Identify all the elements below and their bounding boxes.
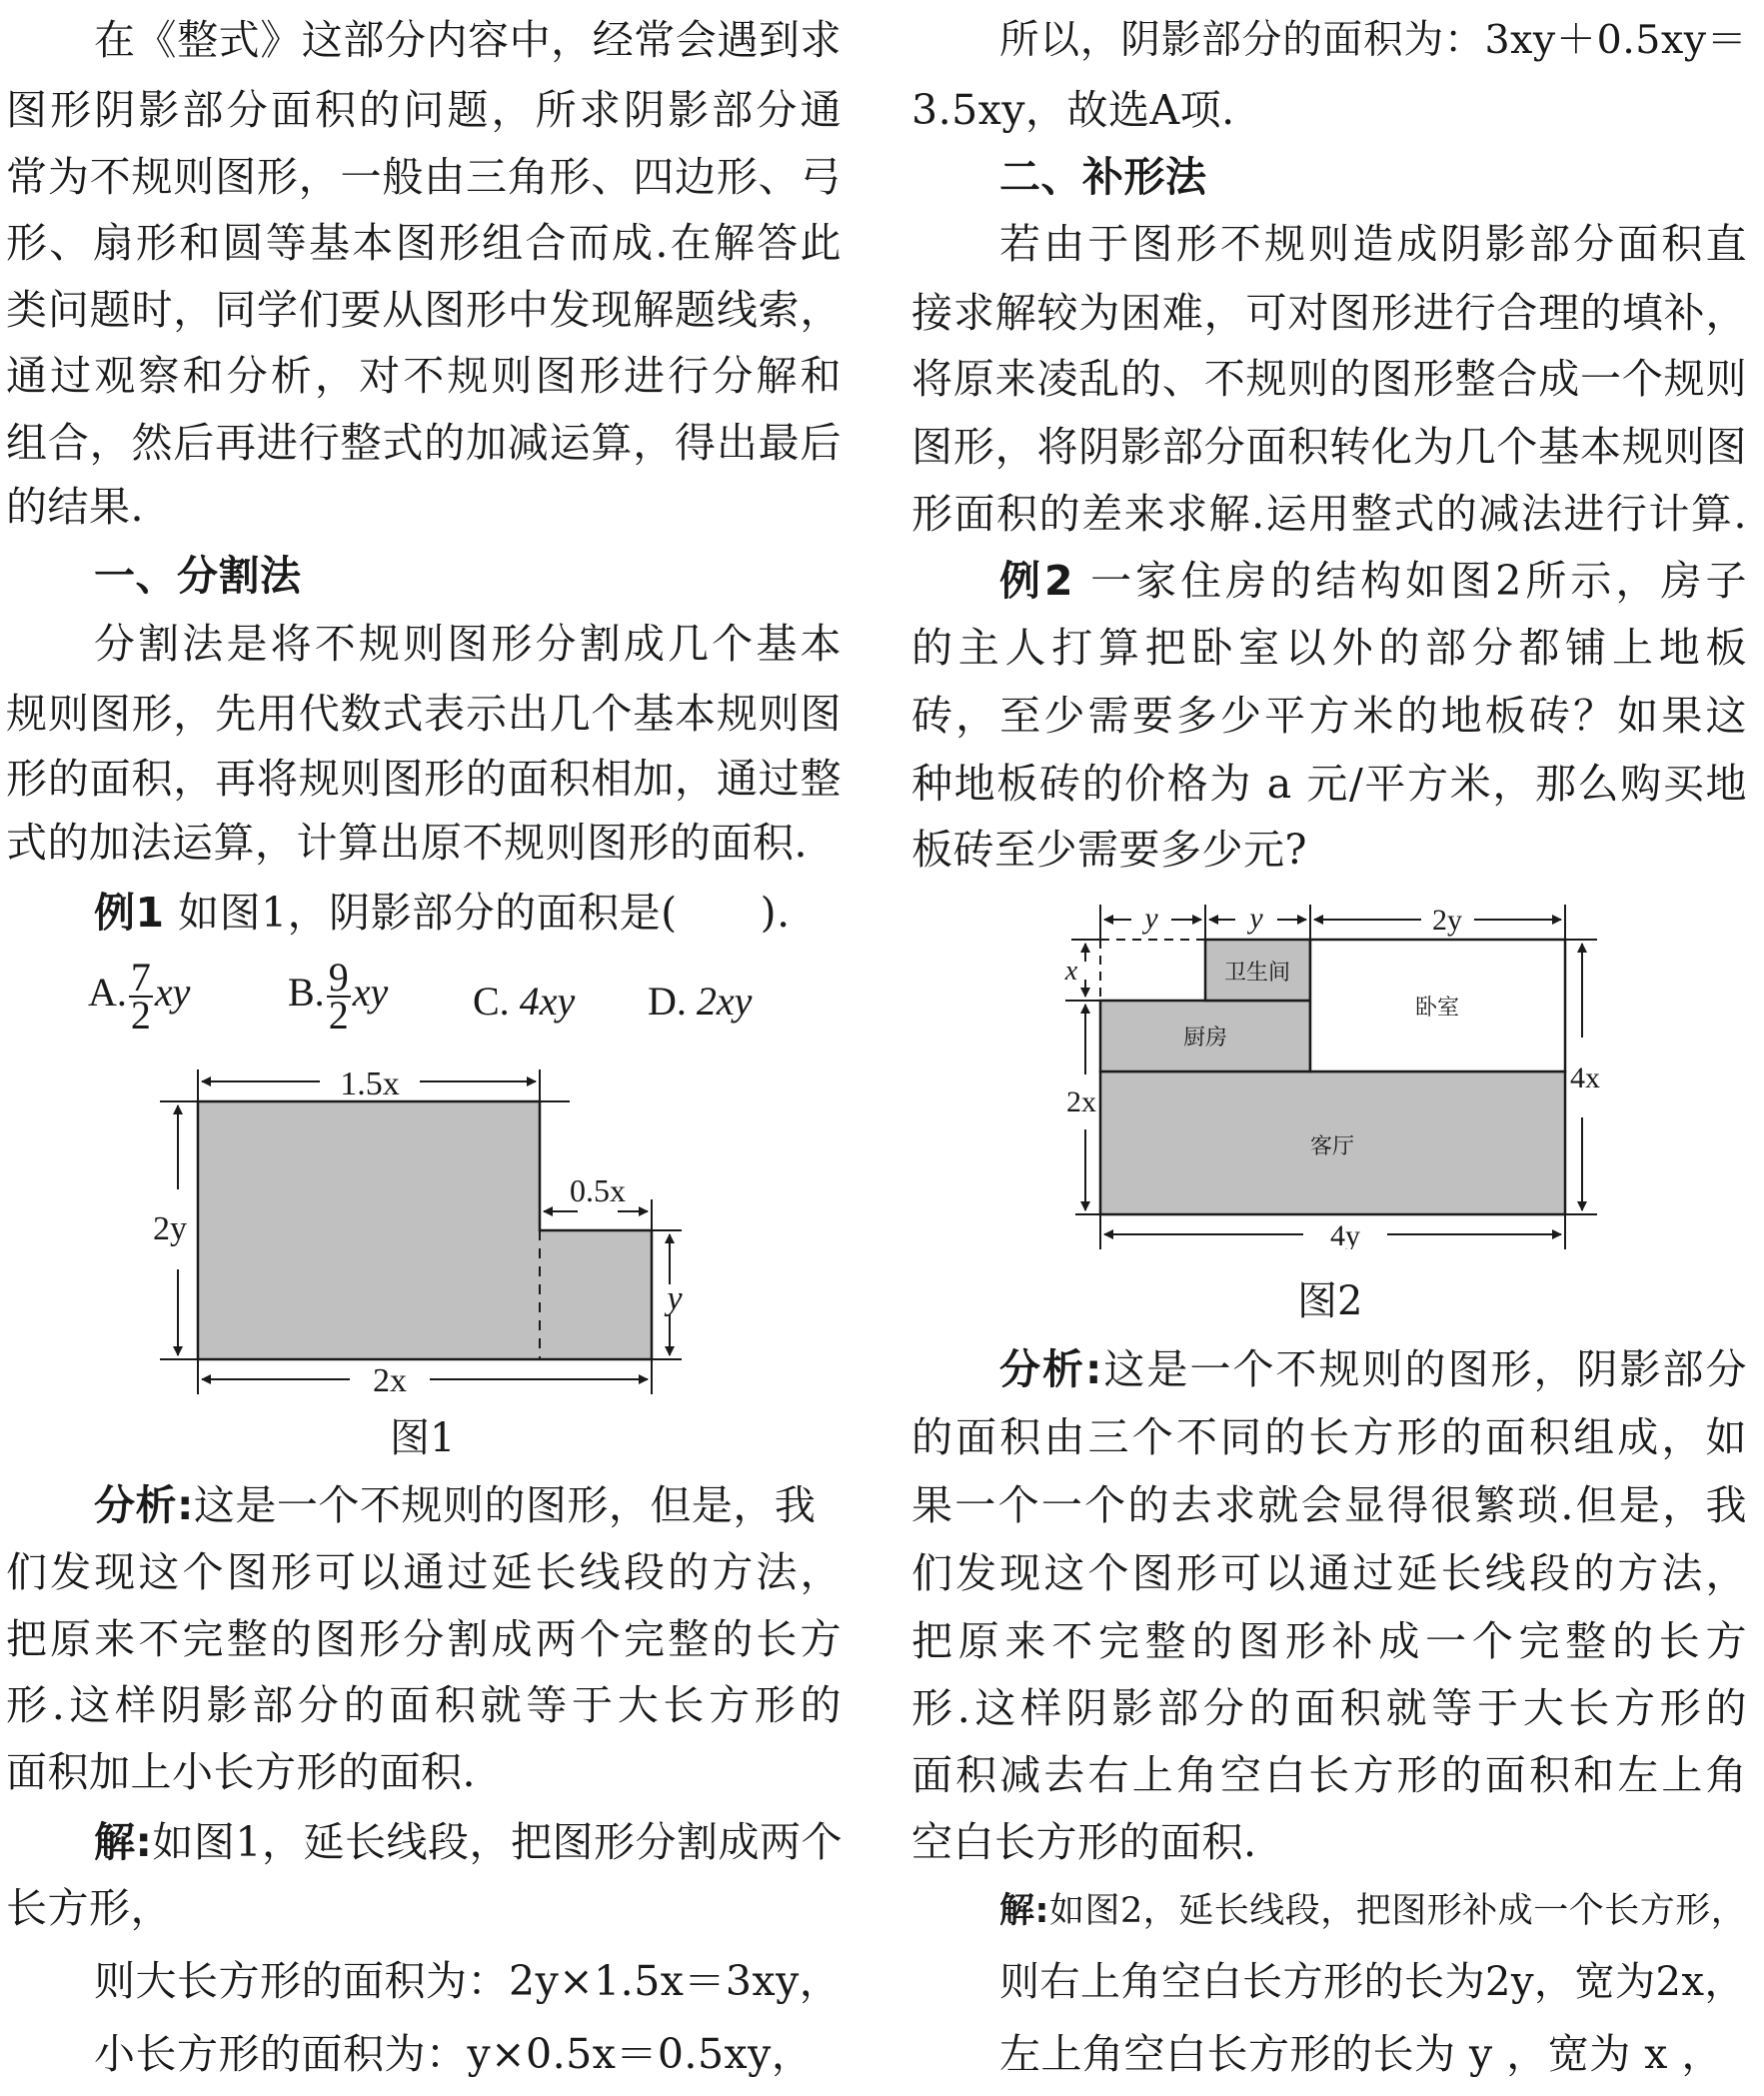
continuation-line: 3.5xy，故选A项. [911, 86, 1235, 134]
analysis-2-line: 果一个一个的去求就会显得很繁琐.但是，我 [911, 1481, 1747, 1529]
analysis-1-line [6, 1480, 842, 1530]
option-a [88, 955, 191, 1038]
label-bottom: 2x [373, 1362, 407, 1399]
figure-2 [1049, 890, 1609, 1249]
example2-line: 板砖至少需要多少元? [911, 826, 1307, 874]
label-right: y [667, 1280, 683, 1317]
solution-1-line [6, 1817, 842, 1867]
label-bottom: 4y [1330, 1219, 1360, 1249]
section1-line: 分割法是将不规则图形分割成几个基本 [94, 620, 842, 668]
solution-2-line: 则右上角空白长方形的长为2y，宽为2x， [999, 1959, 1746, 2005]
option-letter: C. [473, 979, 510, 1024]
analysis-1-line: 面积加上小长方形的面积. [6, 1748, 477, 1796]
label-left-big: 2x [1066, 1085, 1096, 1118]
numerator: 9 [328, 955, 349, 1000]
analysis-2-line: 的面积由三个不同的长方形的面积组成，如 [911, 1413, 1747, 1461]
example2-line: 种地板砖的价格为 a 元/平方米，那么购买地 [911, 760, 1747, 808]
intro-line: 形、扇形和圆等基本图形组合而成.在解答此 [6, 219, 842, 267]
label-top3: 2y [1432, 904, 1462, 937]
section2-line: 接求解较为困难，可对图形进行合理的填补， [911, 289, 1747, 337]
section2-line: 形面积的差来求解.运用整式的减法进行计算. [911, 490, 1747, 538]
room-label-living: 客厅 [1309, 1134, 1355, 1159]
analysis-2-line: 们发现这个图形可以通过延长线段的方法， [911, 1549, 1747, 1597]
label-top1: y [1144, 902, 1158, 935]
section2-line: 将原来凌乱的、不规则的图形整合成一个规则 [911, 355, 1747, 403]
solution-label: 解: [999, 1891, 1049, 1931]
example2-text: 一家住房的结构如图2所示，房子 [1090, 557, 1747, 605]
figure-1-caption: 图1 [390, 1415, 456, 1461]
solution-2-line [911, 1886, 1747, 1936]
solution-text: 如图1，延长线段，把图形分割成两个 [152, 1818, 843, 1866]
analysis-2-line [911, 1344, 1747, 1394]
section1-line: 形的面积，再将规则图形的面积相加，通过整 [6, 755, 842, 803]
solution-1-line: 小长方形的面积为：y×0.5x＝0.5xy， [94, 2030, 814, 2078]
room-label-bathroom: 卫生间 [1223, 961, 1291, 986]
solution-1-line: 长方形， [6, 1884, 172, 1932]
example2-line [911, 556, 1747, 606]
room-label-kitchen: 厨房 [1182, 1026, 1228, 1050]
option-value: 4xy [519, 979, 576, 1024]
section1-line: 式的加法运算，计算出原不规则图形的面积. [6, 819, 809, 867]
intro-line: 图形阴影部分面积的问题，所求阴影部分通 [6, 86, 842, 134]
intro-line: 组合，然后再进行整式的加减运算，得出最后 [6, 419, 842, 467]
analysis-label: 分析: [94, 1481, 194, 1529]
solution-1-line: 则大长方形的面积为：2y×1.5x＝3xy， [94, 1957, 842, 2005]
option-letter: A. [88, 970, 127, 1016]
figure-2-caption: 图2 [1297, 1278, 1363, 1324]
option-d [648, 978, 752, 1025]
intro-line: 类问题时，同学们要从图形中发现解题线索， [6, 286, 842, 334]
room-label-bedroom: 卧室 [1414, 996, 1460, 1021]
figure-1-diagram [130, 1040, 690, 1409]
example2-line: 砖，至少需要多少平方米的地板砖？如果这 [911, 692, 1747, 740]
label-left: 2y [153, 1210, 187, 1247]
intro-line: 常为不规则图形，一般由三角形、四边形、弓 [6, 153, 842, 201]
example1-label: 例1 [94, 889, 165, 937]
analysis-2-line: 把原来不完整的图形补成一个完整的长方 [911, 1617, 1747, 1665]
label-step: 0.5x [570, 1172, 626, 1208]
solution-2-line: 左上角空白长方形的长为 y ，宽为 x ， [999, 2030, 1723, 2078]
solution-text: 如图2，延长线段，把图形补成一个长方形， [1049, 1891, 1747, 1931]
analysis-label: 分析: [999, 1345, 1102, 1393]
option-letter: B. [288, 970, 325, 1016]
fraction [129, 955, 153, 1038]
intro-line: 的结果. [6, 483, 145, 531]
section2-line: 若由于图形不规则造成阴影部分面积直 [999, 220, 1747, 268]
example2-label: 例2 [999, 557, 1074, 605]
denominator: 2 [130, 993, 151, 1038]
shaded-region [198, 1101, 652, 1359]
option-value: 2xy [696, 979, 753, 1024]
analysis-2-line: 面积减去右上角空白长方形的面积和左上角 [911, 1751, 1747, 1799]
section1-line: 规则图形，先用代数式表示出几个基本规则图 [6, 690, 842, 738]
section-heading-split-method: 一、分割法 [94, 552, 302, 600]
option-term: xy [352, 970, 389, 1016]
analysis-text: 这是一个不规则的图形，但是，我 [193, 1481, 817, 1529]
label-top2: y [1249, 902, 1263, 935]
analysis-1-line: 形.这样阴影部分的面积就等于大长方形的 [6, 1681, 842, 1729]
option-c [473, 978, 575, 1025]
analysis-1-line: 们发现这个图形可以通过延长线段的方法， [6, 1548, 842, 1596]
numerator: 7 [130, 955, 151, 1000]
analysis-2-line: 形.这样阴影部分的面积就等于大长方形的 [911, 1684, 1747, 1732]
fraction [327, 955, 351, 1038]
figure-1 [130, 1040, 690, 1409]
analysis-text: 这是一个不规则的图形，阴影部分 [1101, 1345, 1748, 1393]
option-b [288, 955, 389, 1038]
example1-text: 如图1，阴影部分的面积是( ). [178, 889, 791, 937]
analysis-1-line: 把原来不完整的图形分割成两个完整的长方 [6, 1615, 842, 1663]
intro-line: 在《整式》这部分内容中，经常会遇到求 [94, 16, 842, 64]
analysis-2-line: 空白长方形的面积. [911, 1818, 1257, 1866]
example1-question [6, 888, 842, 938]
label-right: 4x [1570, 1061, 1600, 1094]
example2-line: 的主人打算把卧室以外的部分都铺上地板 [911, 624, 1747, 672]
option-term: xy [154, 970, 191, 1016]
section-heading-complement-method: 二、补形法 [999, 153, 1207, 201]
label-left-small: x [1064, 956, 1078, 987]
figure-2-diagram [1049, 890, 1609, 1249]
label-top: 1.5x [340, 1065, 400, 1102]
continuation-line: 所以，阴影部分的面积为：3xy＋0.5xy＝ [999, 17, 1747, 63]
intro-line: 通过观察和分析，对不规则图形进行分解和 [6, 352, 842, 400]
denominator: 2 [328, 993, 349, 1038]
section2-line: 图形，将阴影部分面积转化为几个基本规则图 [911, 423, 1747, 471]
option-letter: D. [648, 979, 687, 1024]
solution-label: 解: [94, 1818, 153, 1866]
